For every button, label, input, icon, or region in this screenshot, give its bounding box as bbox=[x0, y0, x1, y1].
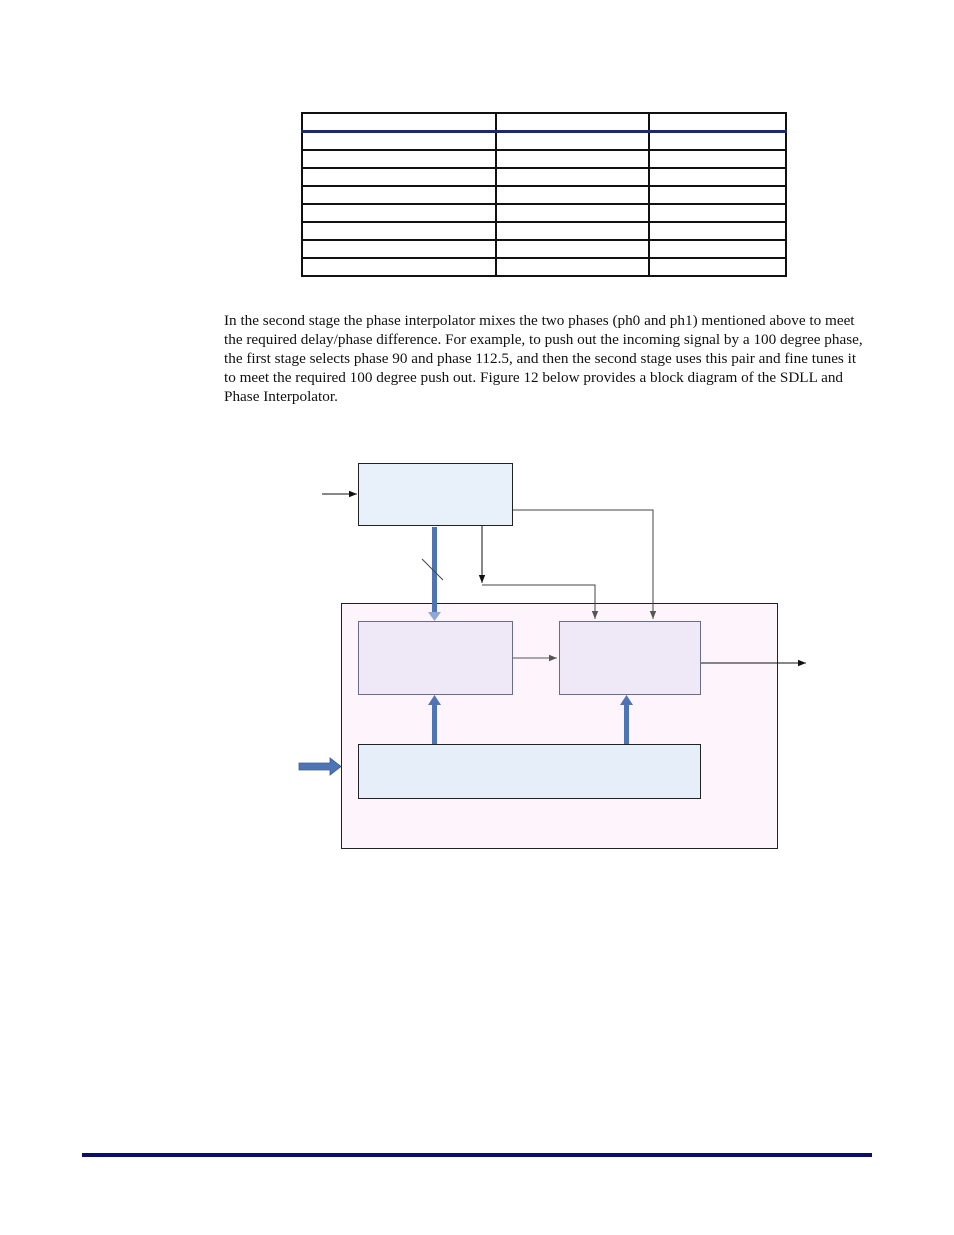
bottom-block bbox=[359, 745, 701, 799]
up-arrow-left-shaft bbox=[432, 704, 437, 744]
bottom-input-arrow bbox=[299, 758, 341, 775]
up-arrow-right-shaft bbox=[624, 704, 629, 744]
inner-right-block bbox=[560, 622, 701, 695]
top-block bbox=[359, 464, 513, 526]
body-paragraph: In the second stage the phase interpolator mixes the two phases (ph0 and ph1) mentioned above to meet the required delay/phase difference. For example, to push out the incoming signal by a 100 degree phase, the first stage selects phase 90 and phase 112.5, and then the second stage uses this pair and fine tunes it to meet the required 100 degree push out. Figure 12 below provides a block diagram of the SDLL and Phase Interpolator. bbox=[224, 312, 863, 405]
top-to-right-connector bbox=[513, 510, 653, 619]
inner-left-block bbox=[359, 622, 513, 695]
footer-rule bbox=[82, 1153, 872, 1157]
